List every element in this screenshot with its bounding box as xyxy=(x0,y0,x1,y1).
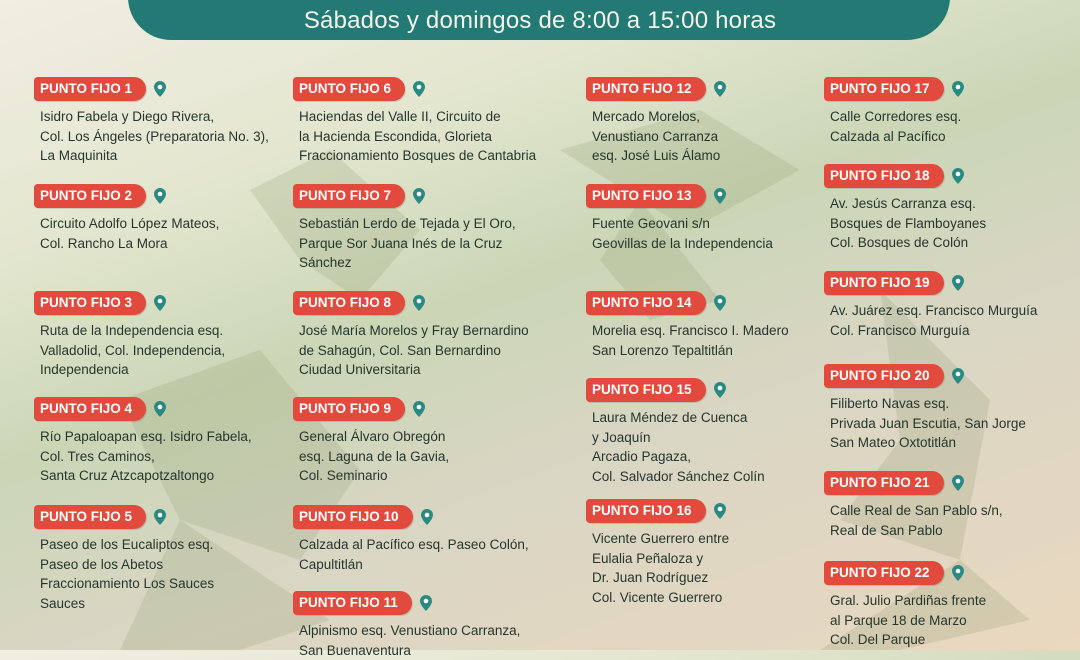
address-line: Fraccionamiento Los Sauces xyxy=(40,574,294,594)
map-pin-icon xyxy=(413,81,425,97)
map-pin-icon xyxy=(413,401,425,417)
point-label: PUNTO FIJO 20 xyxy=(824,364,944,388)
point-address xyxy=(293,321,553,380)
collection-point xyxy=(293,183,553,273)
map-pin-icon xyxy=(714,503,726,519)
address-line: Circuito Adolfo López Mateos, xyxy=(40,214,294,234)
map-pin-icon xyxy=(952,565,964,581)
address-line: Ciudad Universitaria xyxy=(299,360,553,380)
address-line: Alpinismo esq. Venustiano Carranza, xyxy=(299,621,553,641)
point-label: PUNTO FIJO 9 xyxy=(293,397,405,421)
collection-point xyxy=(586,290,846,360)
point-label: PUNTO FIJO 5 xyxy=(34,505,146,529)
address-line: Real de San Pablo xyxy=(830,521,1080,541)
point-tag xyxy=(34,290,294,316)
address-line: y Joaquín xyxy=(592,428,846,448)
point-tag xyxy=(824,163,1080,189)
address-line: Col. Seminario xyxy=(299,466,553,486)
point-address xyxy=(34,321,294,380)
point-address xyxy=(34,535,294,613)
collection-point xyxy=(293,504,553,574)
address-line: Isidro Fabela y Diego Rivera, xyxy=(40,107,294,127)
point-address xyxy=(34,214,294,253)
collection-point xyxy=(34,183,294,253)
point-address xyxy=(293,214,553,273)
address-line: Calzada al Pacífico esq. Paseo Colón, xyxy=(299,535,553,555)
point-label: PUNTO FIJO 3 xyxy=(34,291,146,315)
collection-point xyxy=(824,163,1080,253)
map-pin-icon xyxy=(413,295,425,311)
address-line: Bosques de Flamboyanes xyxy=(830,214,1080,234)
address-line: La Maquinita xyxy=(40,146,294,166)
address-line: la Hacienda Escondida, Glorieta xyxy=(299,127,553,147)
address-line: Santa Cruz Atzcapotzaltongo xyxy=(40,466,294,486)
point-tag xyxy=(586,290,846,316)
point-address xyxy=(586,408,846,486)
point-address xyxy=(824,501,1080,540)
point-label: PUNTO FIJO 11 xyxy=(293,591,412,615)
collection-point xyxy=(824,270,1080,340)
point-tag xyxy=(586,498,846,524)
point-address xyxy=(586,214,846,253)
address-line: Capultitlán xyxy=(299,555,553,575)
point-tag xyxy=(34,76,294,102)
point-tag xyxy=(586,76,846,102)
collection-point xyxy=(586,183,846,253)
address-line: Sauces xyxy=(40,594,294,614)
collection-point xyxy=(586,498,846,607)
map-pin-icon xyxy=(714,188,726,204)
point-tag xyxy=(293,504,553,530)
address-line: Av. Juárez esq. Francisco Murguía xyxy=(830,301,1080,321)
address-line: Paseo de los Abetos xyxy=(40,555,294,575)
map-pin-icon xyxy=(952,475,964,491)
address-line: Arcadio Pagaza, xyxy=(592,447,846,467)
address-line: Venustiano Carranza xyxy=(592,127,846,147)
map-pin-icon xyxy=(154,401,166,417)
map-pin-icon xyxy=(420,595,432,611)
address-line: Col. Los Ángeles (Preparatoria No. 3), xyxy=(40,127,294,147)
address-line: Haciendas del Valle II, Circuito de xyxy=(299,107,553,127)
address-line: Valladolid, Col. Independencia, xyxy=(40,341,294,361)
collection-point xyxy=(586,377,846,486)
address-line: San Lorenzo Tepaltitlán xyxy=(592,341,846,361)
point-tag xyxy=(824,363,1080,389)
point-label: PUNTO FIJO 6 xyxy=(293,77,405,101)
address-line: Privada Juan Escutia, San Jorge xyxy=(830,414,1080,434)
point-address xyxy=(824,301,1080,340)
collection-point xyxy=(293,290,553,380)
point-label: PUNTO FIJO 14 xyxy=(586,291,706,315)
address-line: Paseo de los Eucaliptos esq. xyxy=(40,535,294,555)
collection-point xyxy=(34,396,294,486)
address-line: Col. Rancho La Mora xyxy=(40,234,294,254)
point-tag xyxy=(824,470,1080,496)
address-line: San Buenaventura xyxy=(299,641,553,660)
point-tag xyxy=(586,377,846,403)
map-pin-icon xyxy=(714,81,726,97)
point-label: PUNTO FIJO 7 xyxy=(293,184,405,208)
point-label: PUNTO FIJO 13 xyxy=(586,184,706,208)
map-pin-icon xyxy=(421,509,433,525)
point-label: PUNTO FIJO 1 xyxy=(34,77,146,101)
point-address xyxy=(824,394,1080,453)
point-label: PUNTO FIJO 12 xyxy=(586,77,706,101)
address-line: Sebastián Lerdo de Tejada y El Oro, xyxy=(299,214,553,234)
address-line: Col. Francisco Murguía xyxy=(830,321,1080,341)
point-address xyxy=(586,321,846,360)
point-tag xyxy=(293,590,553,616)
address-line: General Álvaro Obregón xyxy=(299,427,553,447)
address-line: Vicente Guerrero entre xyxy=(592,529,846,549)
address-line: Col. Del Parque xyxy=(830,630,1080,650)
point-address xyxy=(586,107,846,166)
point-address xyxy=(824,107,1080,146)
collection-point xyxy=(293,76,553,166)
point-address xyxy=(34,427,294,486)
point-label: PUNTO FIJO 22 xyxy=(824,561,944,585)
map-pin-icon xyxy=(154,509,166,525)
point-tag xyxy=(34,396,294,422)
point-address xyxy=(824,591,1080,650)
address-line: Calle Corredores esq. xyxy=(830,107,1080,127)
address-line: Col. Salvador Sánchez Colín xyxy=(592,467,846,487)
address-line: Av. Jesús Carranza esq. xyxy=(830,194,1080,214)
point-address xyxy=(293,621,553,660)
point-label: PUNTO FIJO 8 xyxy=(293,291,405,315)
point-tag xyxy=(824,76,1080,102)
address-line: Fuente Geovani s/n xyxy=(592,214,846,234)
map-pin-icon xyxy=(952,81,964,97)
point-tag xyxy=(293,290,553,316)
collection-point xyxy=(34,76,294,166)
address-line: Parque Sor Juana Inés de la Cruz xyxy=(299,234,553,254)
collection-point xyxy=(824,470,1080,540)
address-line: Morelia esq. Francisco I. Madero xyxy=(592,321,846,341)
point-tag xyxy=(293,76,553,102)
map-pin-icon xyxy=(154,188,166,204)
point-tag xyxy=(293,396,553,422)
point-label: PUNTO FIJO 18 xyxy=(824,164,944,188)
address-line: Col. Tres Caminos, xyxy=(40,447,294,467)
address-line: Sánchez xyxy=(299,253,553,273)
map-pin-icon xyxy=(413,188,425,204)
address-line: Fraccionamiento Bosques de Cantabria xyxy=(299,146,553,166)
address-line: esq. Laguna de la Gavia, xyxy=(299,447,553,467)
map-pin-icon xyxy=(154,81,166,97)
point-address xyxy=(293,535,553,574)
collection-point xyxy=(824,363,1080,453)
point-label: PUNTO FIJO 10 xyxy=(293,505,413,529)
address-line: Gral. Julio Pardiñas frente xyxy=(830,591,1080,611)
point-tag xyxy=(586,183,846,209)
address-line: Laura Méndez de Cuenca xyxy=(592,408,846,428)
point-label: PUNTO FIJO 19 xyxy=(824,271,944,295)
address-line: Geovillas de la Independencia xyxy=(592,234,846,254)
map-pin-icon xyxy=(952,368,964,384)
point-address xyxy=(586,529,846,607)
address-line: José María Morelos y Fray Bernardino xyxy=(299,321,553,341)
map-pin-icon xyxy=(714,295,726,311)
point-tag xyxy=(824,270,1080,296)
map-pin-icon xyxy=(952,168,964,184)
address-line: de Sahagún, Col. San Bernardino xyxy=(299,341,553,361)
schedule-text: Sábados y domingos de 8:00 a 15:00 horas xyxy=(0,7,1080,35)
point-address xyxy=(293,427,553,486)
point-label: PUNTO FIJO 4 xyxy=(34,397,146,421)
point-address xyxy=(293,107,553,166)
address-line: Eulalia Peñaloza y xyxy=(592,549,846,569)
point-label: PUNTO FIJO 17 xyxy=(824,77,944,101)
address-line: San Mateo Oxtotitlán xyxy=(830,433,1080,453)
collection-point xyxy=(34,290,294,380)
point-address xyxy=(824,194,1080,253)
point-label: PUNTO FIJO 2 xyxy=(34,184,146,208)
point-tag xyxy=(34,183,294,209)
address-line: Mercado Morelos, xyxy=(592,107,846,127)
point-address xyxy=(34,107,294,166)
collection-point xyxy=(586,76,846,166)
point-label: PUNTO FIJO 21 xyxy=(824,471,944,495)
address-line: Col. Bosques de Colón xyxy=(830,233,1080,253)
address-line: Independencia xyxy=(40,360,294,380)
address-line: Calzada al Pacífico xyxy=(830,127,1080,147)
point-tag xyxy=(293,183,553,209)
point-tag xyxy=(34,504,294,530)
point-tag xyxy=(824,560,1080,586)
map-pin-icon xyxy=(154,295,166,311)
address-line: Filiberto Navas esq. xyxy=(830,394,1080,414)
address-line: Col. Vicente Guerrero xyxy=(592,588,846,608)
collection-point xyxy=(824,560,1080,650)
address-line: Río Papaloapan esq. Isidro Fabela, xyxy=(40,427,294,447)
address-line: Dr. Juan Rodríguez xyxy=(592,568,846,588)
collection-point xyxy=(824,76,1080,146)
map-pin-icon xyxy=(714,382,726,398)
point-label: PUNTO FIJO 15 xyxy=(586,378,706,402)
map-pin-icon xyxy=(952,275,964,291)
address-line: esq. José Luis Álamo xyxy=(592,146,846,166)
point-label: PUNTO FIJO 16 xyxy=(586,499,706,523)
collection-point xyxy=(34,504,294,613)
collection-point xyxy=(293,396,553,486)
address-line: al Parque 18 de Marzo xyxy=(830,611,1080,631)
address-line: Calle Real de San Pablo s/n, xyxy=(830,501,1080,521)
address-line: Ruta de la Independencia esq. xyxy=(40,321,294,341)
